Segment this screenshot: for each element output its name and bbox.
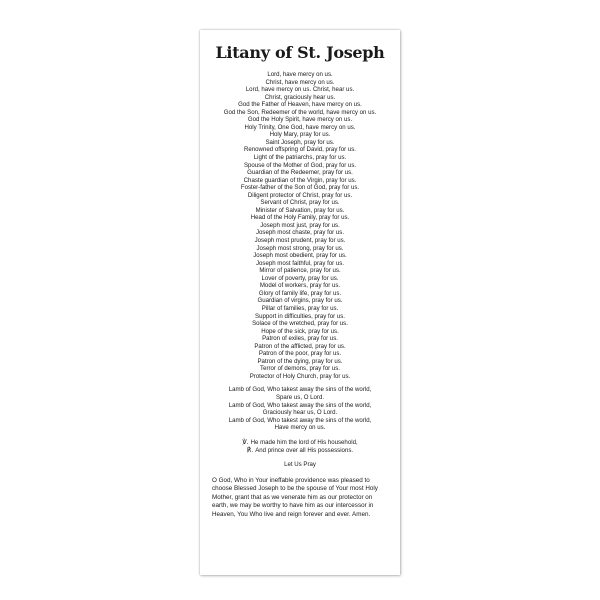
agnus-line: Lamb of God, Who takest away the sins of the world, bbox=[228, 416, 372, 424]
invocation-line: Guardian of virgins, pray for us. bbox=[257, 297, 343, 305]
invocation-line: God the Holy Spirit, have mercy on us. bbox=[247, 116, 353, 124]
versicle-section bbox=[210, 439, 390, 455]
response-text: And prince over all His possessions. bbox=[255, 446, 354, 454]
invocation-line: Diligent protector of Christ, pray for us. bbox=[247, 191, 353, 199]
invocation-line: Lord, have mercy on us. Christ, hear us. bbox=[245, 86, 355, 94]
invocations-list bbox=[210, 71, 390, 380]
agnus-line: Lamb of God, Who takest away the sins of the world, bbox=[228, 386, 372, 394]
invocation-line: Patron of the dying, pray for us. bbox=[257, 357, 343, 365]
closing-prayer bbox=[212, 477, 388, 519]
invocation-line: Christ, graciously hear us. bbox=[264, 93, 336, 101]
invocation-line: Solace of the wretched, pray for us. bbox=[252, 320, 348, 328]
agnus-line: Graciously hear us, O Lord. bbox=[262, 409, 338, 417]
invocation-line: Foster-father of the Son of God, pray for us. bbox=[240, 184, 360, 192]
prayer-line: Heaven, You Who live and reign forever and ever. Amen. bbox=[212, 510, 371, 518]
invocation-line: Chaste guardian of the Virgin, pray for us. bbox=[243, 176, 357, 184]
invocation-line: Minister of Salvation, pray for us. bbox=[255, 206, 345, 214]
invocation-line: God the Father of Heaven, have mercy on us. bbox=[238, 101, 362, 109]
invocation-line: Patron of the poor, pray for us. bbox=[258, 350, 342, 358]
invocation-line: Holy Mary, pray for us. bbox=[269, 131, 331, 139]
prayer-line: O God, Who in Your ineffable providence was pleased to bbox=[212, 476, 370, 484]
invocation-line: God the Son, Redeemer of the world, have mercy on us. bbox=[223, 108, 377, 116]
invocation-line: Hope of the sick, pray for us. bbox=[261, 327, 339, 335]
invocation-line: Guardian of the Redeemer, pray for us. bbox=[247, 169, 353, 177]
versicle-symbol: ℣. bbox=[242, 438, 249, 446]
card-title: Litany of St. Joseph bbox=[215, 43, 385, 62]
versicle-line bbox=[210, 439, 390, 447]
invocation-line: Protector of Holy Church, pray for us. bbox=[249, 372, 351, 380]
invocation-line: Lord, have mercy on us. bbox=[267, 71, 333, 78]
invocation-line: Renowned offspring of David, pray for us. bbox=[243, 146, 356, 154]
agnus-line: Have mercy on us. bbox=[274, 424, 326, 432]
invocation-line: Pillar of families, pray for us. bbox=[261, 304, 339, 312]
invocation-line: Head of the Holy Family, pray for us. bbox=[250, 214, 350, 222]
invocation-line: Glory of family life, pray for us. bbox=[258, 289, 342, 297]
invocation-line: Support in difficulties, pray for us. bbox=[255, 312, 345, 320]
invocation-line: Saint Joseph, pray for us. bbox=[265, 138, 335, 146]
invocation-line: Joseph most just, pray for us. bbox=[260, 221, 340, 229]
invocation-line: Joseph most chaste, pray for us. bbox=[255, 229, 345, 237]
invocation-line: Light of the patriarchs, pray for us. bbox=[253, 154, 347, 162]
invocation-line: Lover of poverty, pray for us. bbox=[261, 274, 339, 282]
invocation-line: Christ, have mercy on us. bbox=[265, 78, 335, 86]
invocation-line: Terror of demons, pray for us. bbox=[260, 365, 340, 373]
invocation-line: Holy Trinity, One God, have mercy on us. bbox=[244, 123, 356, 131]
invocation-line: Mirror of patience, pray for us. bbox=[259, 267, 341, 275]
invocation-line: Patron of exiles, pray for us. bbox=[262, 335, 338, 343]
agnus-dei-section bbox=[210, 386, 390, 432]
invocation-line: Model of workers, pray for us. bbox=[259, 282, 341, 290]
agnus-line: Lamb of God, Who takest away the sins of the world, bbox=[228, 401, 372, 409]
invocation-line: Joseph most obedient, pray for us. bbox=[253, 252, 347, 260]
invocation-line: Spouse of the Mother of God, pray for us. bbox=[243, 161, 357, 169]
let-us-pray-heading: Let Us Pray bbox=[284, 460, 316, 468]
response-symbol: ℟. bbox=[246, 446, 254, 454]
prayer-line: choose Blessed Joseph to be the spouse of Your most Holy bbox=[212, 485, 378, 493]
invocation-line: Joseph most strong, pray for us. bbox=[256, 244, 344, 252]
prayer-line: Mother, grant that as we venerate him as our protector on bbox=[212, 493, 373, 501]
invocation-line: Joseph most prudent, pray for us. bbox=[254, 237, 346, 245]
invocation-line: Patron of the afflicted, pray for us. bbox=[254, 342, 346, 350]
invocation-line: Joseph most faithful, pray for us. bbox=[255, 259, 345, 267]
invocation-line: Servant of Christ, pray for us. bbox=[260, 199, 340, 207]
versicle-text: He made him the lord of His household, bbox=[250, 438, 358, 446]
agnus-line: Spare us, O Lord. bbox=[275, 394, 325, 402]
response-line bbox=[210, 447, 390, 455]
prayer-card bbox=[200, 30, 400, 575]
prayer-line: earth, we may be worthy to have him as our intercessor in bbox=[212, 502, 374, 510]
